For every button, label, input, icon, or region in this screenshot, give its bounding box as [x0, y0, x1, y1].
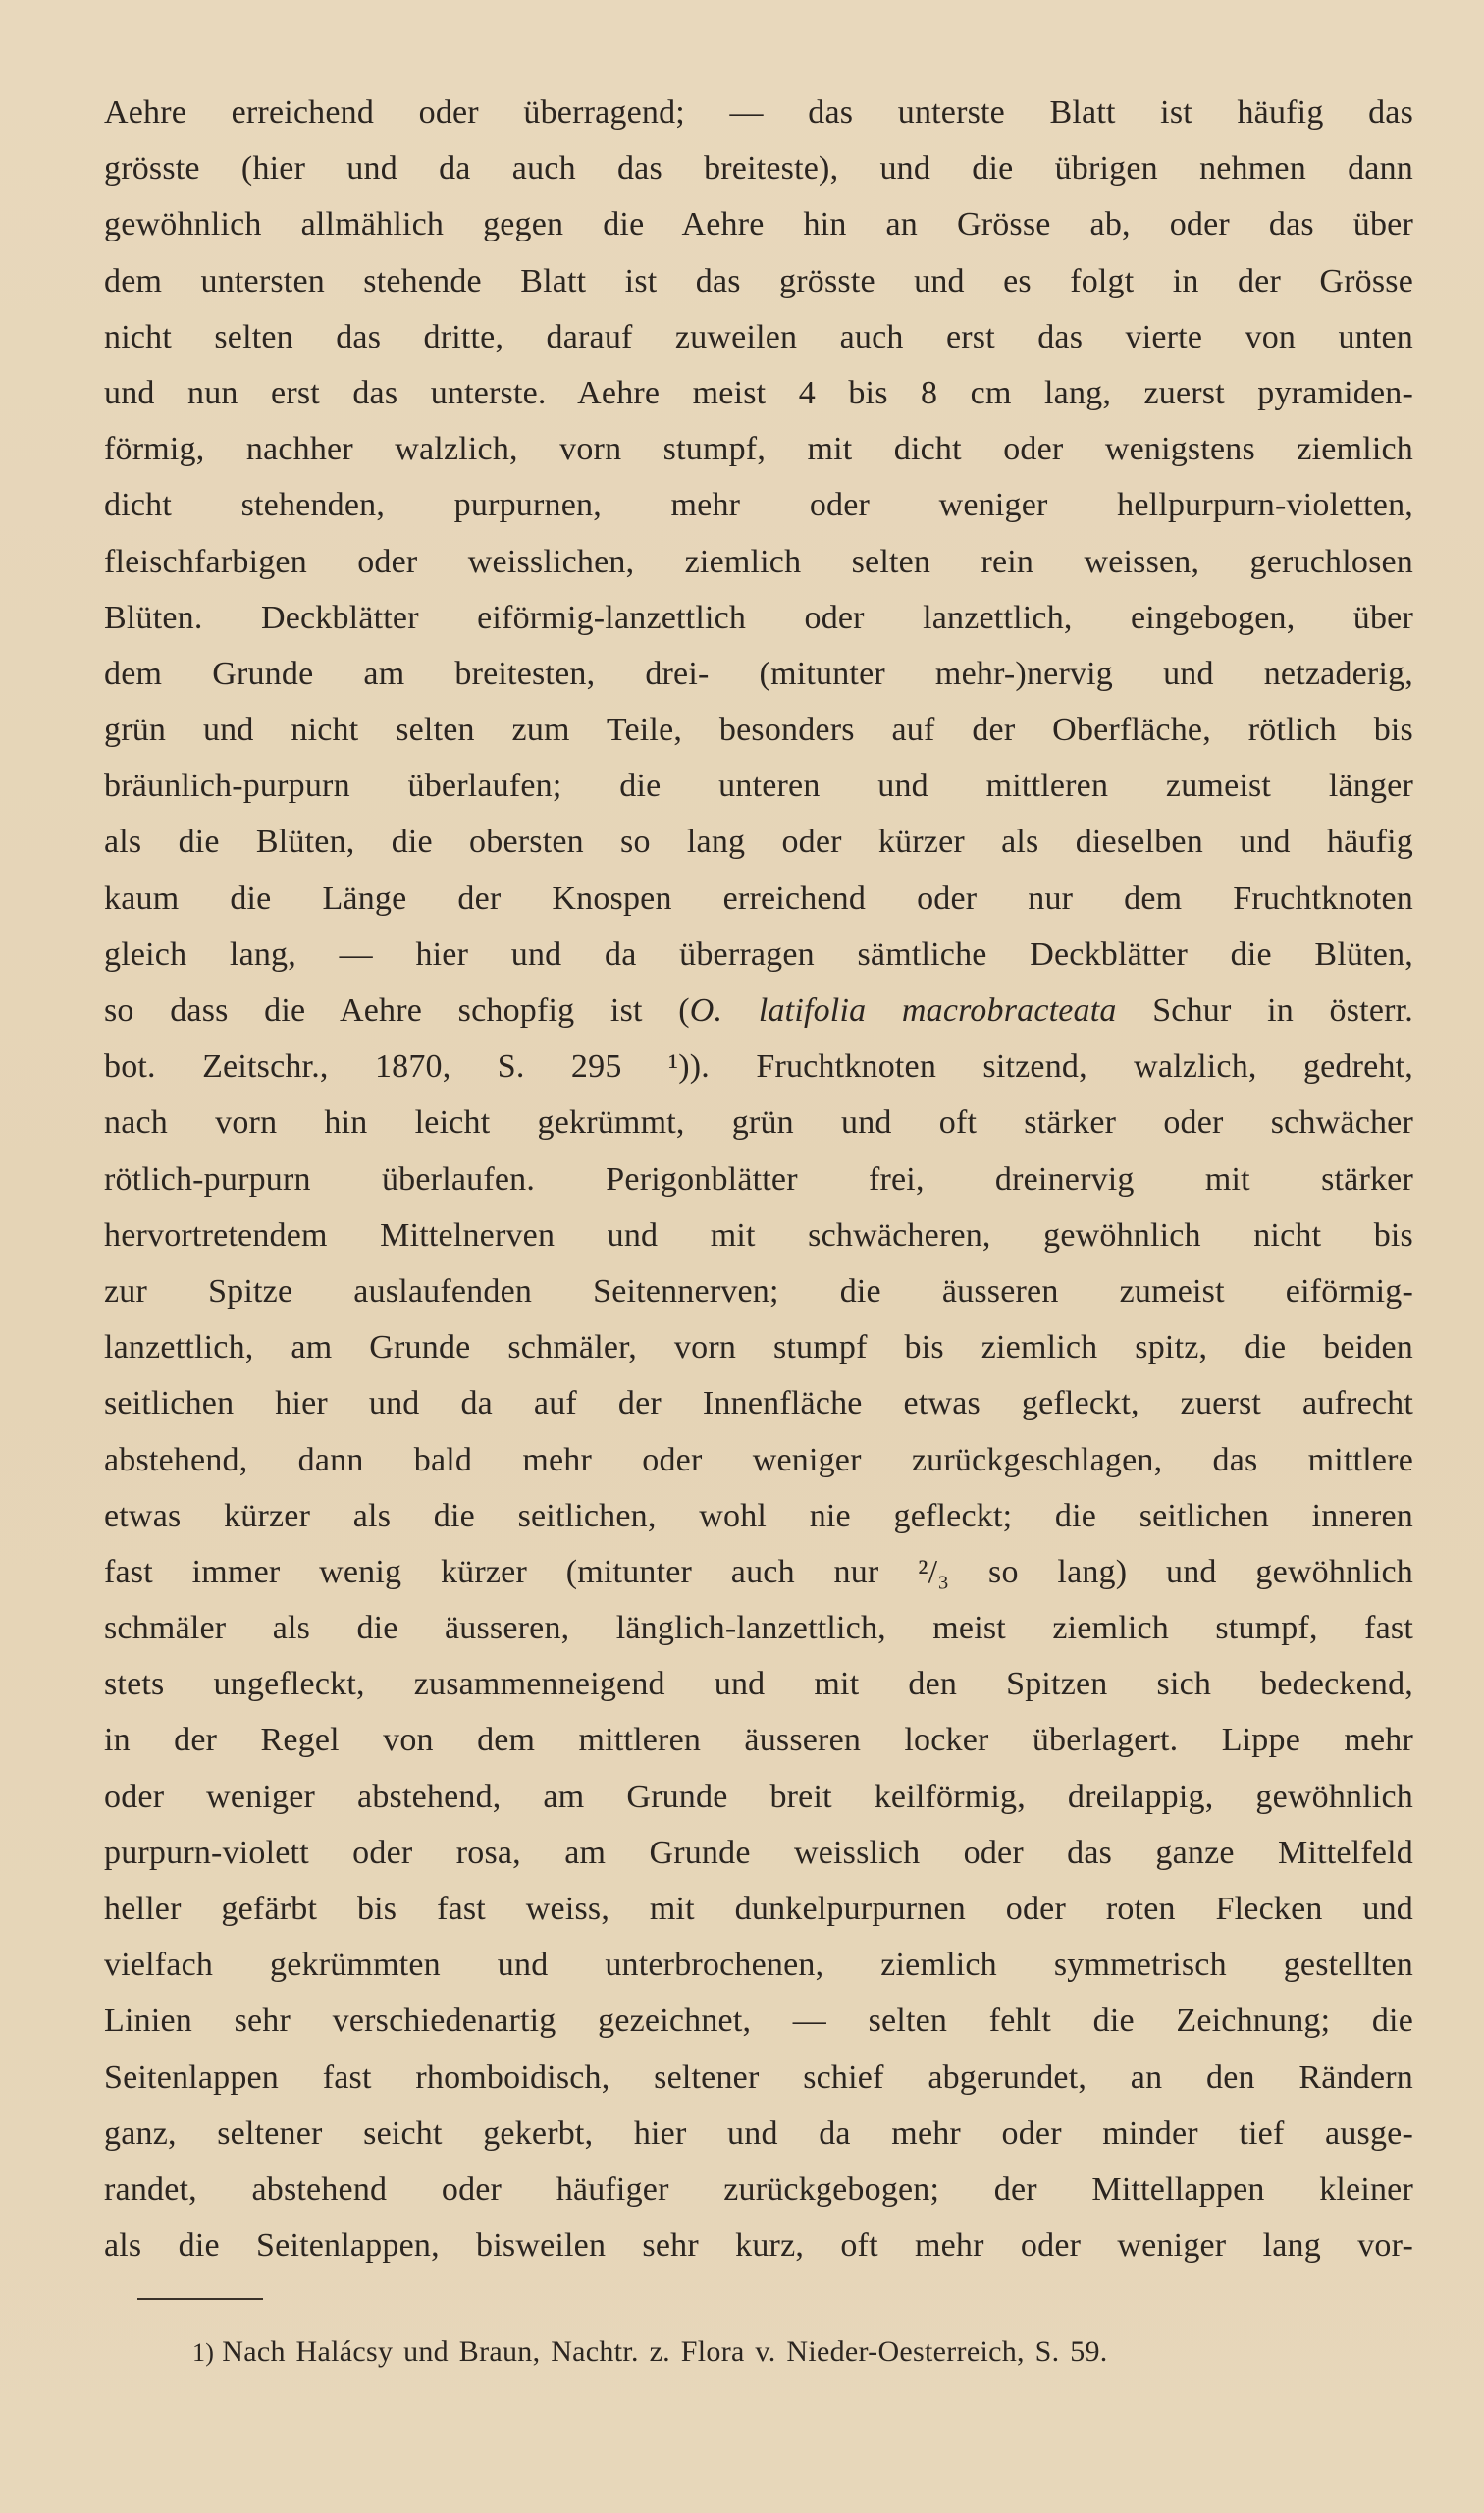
text-line: dem untersten stehende Blatt ist das grösste und es folgt in der Grösse	[104, 262, 1413, 299]
text-line: Blüten. Deckblätter eiförmig-lanzettlich oder lanzettlich, eingebogen, über	[104, 599, 1413, 636]
footnote-text: Nach Halácsy und Braun, Nachtr. z. Flora v. Nieder-Oesterreich, S. 59.	[222, 2335, 1108, 2368]
text-line: grün und nicht selten zum Teile, besonders auf der Oberfläche, rötlich bis	[104, 712, 1413, 749]
text-line: oder weniger abstehend, am Grunde breit keilförmig, dreilappig, gewöhnlich	[104, 1778, 1413, 1815]
text-line: rötlich-purpurn überlaufen. Perigonblätter frei, dreinervig mit stärker	[104, 1160, 1413, 1198]
text-line: gewöhnlich allmählich gegen die Aehre hin an Grösse ab, oder das über	[104, 206, 1413, 243]
text-line: nicht selten das dritte, darauf zuweilen auch erst das vierte von unten	[104, 318, 1413, 355]
text-line: lanzettlich, am Grunde schmäler, vorn stumpf bis ziemlich spitz, die beiden	[104, 1329, 1413, 1366]
text-line: und nun erst das unterste. Aehre meist 4 bis 8 cm lang, zuerst pyramiden-	[104, 374, 1413, 411]
text-line: gleich lang, — hier und da überragen sämtliche Deckblätter die Blüten,	[104, 936, 1413, 973]
text-line: ganz, seltener seicht gekerbt, hier und da mehr oder minder tief ausge-	[104, 2114, 1413, 2152]
text-line: kaum die Länge der Knospen erreichend oder nur dem Fruchtknoten	[104, 880, 1413, 917]
text-line: dicht stehenden, purpurnen, mehr oder weniger hellpurpurn-violetten,	[104, 487, 1413, 524]
text-line: Aehre erreichend oder überragend; — das unterste Blatt ist häufig das	[104, 94, 1413, 131]
text-line: abstehend, dann bald mehr oder weniger zurückgeschlagen, das mittlere	[104, 1441, 1413, 1478]
text-line: schmäler als die äusseren, länglich-lanzettlich, meist ziemlich stumpf, fast	[104, 1610, 1413, 1647]
text-line: förmig, nachher walzlich, vorn stumpf, mit dicht oder wenigstens ziemlich	[104, 431, 1413, 468]
text-line: bräunlich-purpurn überlaufen; die unteren und mittleren zumeist länger	[104, 768, 1413, 805]
text-line: fleischfarbigen oder weisslichen, ziemlich selten rein weissen, geruchlosen	[104, 543, 1413, 580]
text-line: Linien sehr verschiedenartig gezeichnet, — selten fehlt die Zeichnung; die	[104, 2003, 1413, 2040]
text-line: als die Blüten, die obersten so lang oder kürzer als dieselben und häufig	[104, 824, 1413, 861]
text-line: randet, abstehend oder häufiger zurückgebogen; der Mittellappen kleiner	[104, 2170, 1413, 2208]
text-line: so dass die Aehre schopfig ist (O. latifolia macrobracteata Schur in österr.	[104, 992, 1413, 1029]
body-text	[104, 84, 1413, 2273]
text-line: Seitenlappen fast rhomboidisch, seltener schief abgerundet, an den Rändern	[104, 2059, 1413, 2096]
text-line: purpurn-violett oder rosa, am Grunde weisslich oder das ganze Mittelfeld	[104, 1834, 1413, 1871]
text-line: als die Seitenlappen, bisweilen sehr kurz, oft mehr oder weniger lang vor-	[104, 2227, 1413, 2265]
text-line: hervortretendem Mittelnerven und mit schwächeren, gewöhnlich nicht bis	[104, 1216, 1413, 1254]
text-line: fast immer wenig kürzer (mitunter auch nur ²/₃ so lang) und gewöhnlich	[104, 1553, 1413, 1590]
footnote	[192, 2332, 1108, 2373]
text-line: stets ungefleckt, zusammenneigend und mit den Spitzen sich bedeckend,	[104, 1666, 1413, 1703]
text-line: in der Regel von dem mittleren äusseren locker überlagert. Lippe mehr	[104, 1722, 1413, 1759]
text-line: bot. Zeitschr., 1870, S. 295 ¹)). Fruchtknoten sitzend, walzlich, gedreht,	[104, 1048, 1413, 1086]
text-line: vielfach gekrümmten und unterbrochenen, ziemlich symmetrisch gestellten	[104, 1947, 1413, 1984]
text-line: grösste (hier und da auch das breiteste), und die übrigen nehmen dann	[104, 150, 1413, 187]
text-line: heller gefärbt bis fast weiss, mit dunkelpurpurnen oder roten Flecken und	[104, 1891, 1413, 1927]
species-name: O. latifolia macrobracteata	[689, 992, 1117, 1029]
footnote-marker: 1)	[192, 2338, 215, 2367]
text-line: etwas kürzer als die seitlichen, wohl nie gefleckt; die seitlichen inneren	[104, 1497, 1413, 1534]
footnote-divider	[137, 2298, 263, 2300]
text-line: seitlichen hier und da auf der Innenfläche etwas gefleckt, zuerst aufrecht	[104, 1385, 1413, 1422]
text-line: nach vorn hin leicht gekrümmt, grün und oft stärker oder schwächer	[104, 1104, 1413, 1142]
text-line: dem Grunde am breitesten, drei- (mitunter mehr-)nervig und netzaderig,	[104, 655, 1413, 692]
text-line: zur Spitze auslaufenden Seitennerven; die äusseren zumeist eiförmig-	[104, 1272, 1413, 1310]
